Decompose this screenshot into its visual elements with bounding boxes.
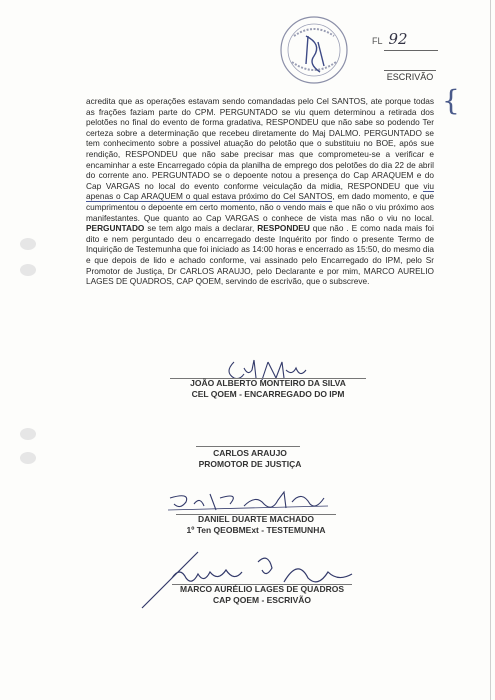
underlined-statement: viu apenas o Cap ARAQUEM o qual estava próximo do Cel SANTOS bbox=[86, 180, 434, 202]
signer-name: CARLOS ARAUJO bbox=[213, 448, 287, 458]
signer-role: 1º Ten QEOBMExt - TESTEMUNHA bbox=[186, 525, 326, 535]
signer-name: JOÃO ALBERTO MONTEIRO DA SILVA bbox=[190, 378, 346, 388]
signature-block-encarregado bbox=[150, 378, 386, 400]
signer-role: CEL QOEM - ENCARREGADO DO IPM bbox=[191, 389, 345, 399]
handwritten-signature-machado bbox=[160, 488, 332, 516]
folio-label: FL bbox=[372, 36, 383, 46]
folio-number bbox=[372, 30, 408, 48]
signer-role: CAP QOEM - ESCRIVÃO bbox=[212, 595, 312, 605]
testimony-paragraph: acredita que as operações estavam sendo comandadas pelo Cel SANTOS, ate porque todas as frações faziam parte do CPM. PERGUNTADO se viu quem determinou a retirada dos pelotões no final do evento de forma gradativa, RESPONDEU que não sabe so podendo Ter certeza sobre a determinação que recebeu diretamente do Maj DALMO. PERGUNTADO se tem conhecimento sobre a possivel atuação do pelotão que o substituiu no BOE, após sue rendição, RESPONDEU que não sabe precisar mas que comprometeu-se a verificar e encaminhar a este Encarregado cópia da planilha de emprego dos pelotões do dia 22 de abril do corrente ano. PERGUNTADO se o depoente notou a presença do Cap ARAQUEM e do Cap VARGAS no local do evento conforme veiculação da midia, RESPONDEU que viu apenas o Cap ARAQUEM o qual estava próximo do Cel SANTOS, em dado momento, e que cumprimentou o depoente em certo momento, não o vendo mais e que não o viu próximo aos manifestantes. Que quanto ao Cap VARGAS o conhece de vista mas não o viu no local. PERGUNTADO se tem algo mais a declarar, RESPONDEU que não . E como nada mais foi dito e nem perguntado deu o encarregado deste Inquérito por findo o presente Termo de Inquirição de Testemunha que foi iniciado as 14:00 horas e encerrado as 15:50, do mesmo dia e que depois de lido e achado conforme, vai assinado pelo Encarregado do IPM, pelo Sr Promotor de Justiça, Dr CARLOS ARAUJO, pelo Declarante e por mim, MARCO AURELIO LAGES DE QUADROS, CAP QOEM, servindo de escrivão, que o subscreve. bbox=[86, 96, 434, 287]
page-edge bbox=[490, 0, 491, 700]
margin-brace-mark: { bbox=[442, 84, 460, 117]
signature-line bbox=[196, 446, 300, 447]
punch-hole bbox=[20, 264, 36, 276]
escrivao-label: ESCRIVÃO bbox=[384, 70, 436, 82]
folio-line bbox=[384, 50, 438, 51]
signer-name: MARCO AURÉLIO LAGES DE QUADROS bbox=[179, 584, 345, 594]
signature-block-escrivao bbox=[150, 584, 374, 606]
signature-block-testemunha bbox=[150, 514, 362, 536]
punch-hole bbox=[20, 238, 36, 250]
testimony-text bbox=[86, 96, 434, 287]
signer-name: DANIEL DUARTE MACHADO bbox=[197, 514, 314, 524]
signature-block-promotor bbox=[150, 448, 350, 470]
punch-hole bbox=[20, 452, 36, 464]
folio-handwritten-number: 92 bbox=[388, 30, 408, 48]
signer-role: PROMOTOR DE JUSTIÇA bbox=[198, 459, 302, 469]
punch-hole bbox=[20, 428, 36, 440]
official-seal-stamp bbox=[278, 14, 350, 86]
